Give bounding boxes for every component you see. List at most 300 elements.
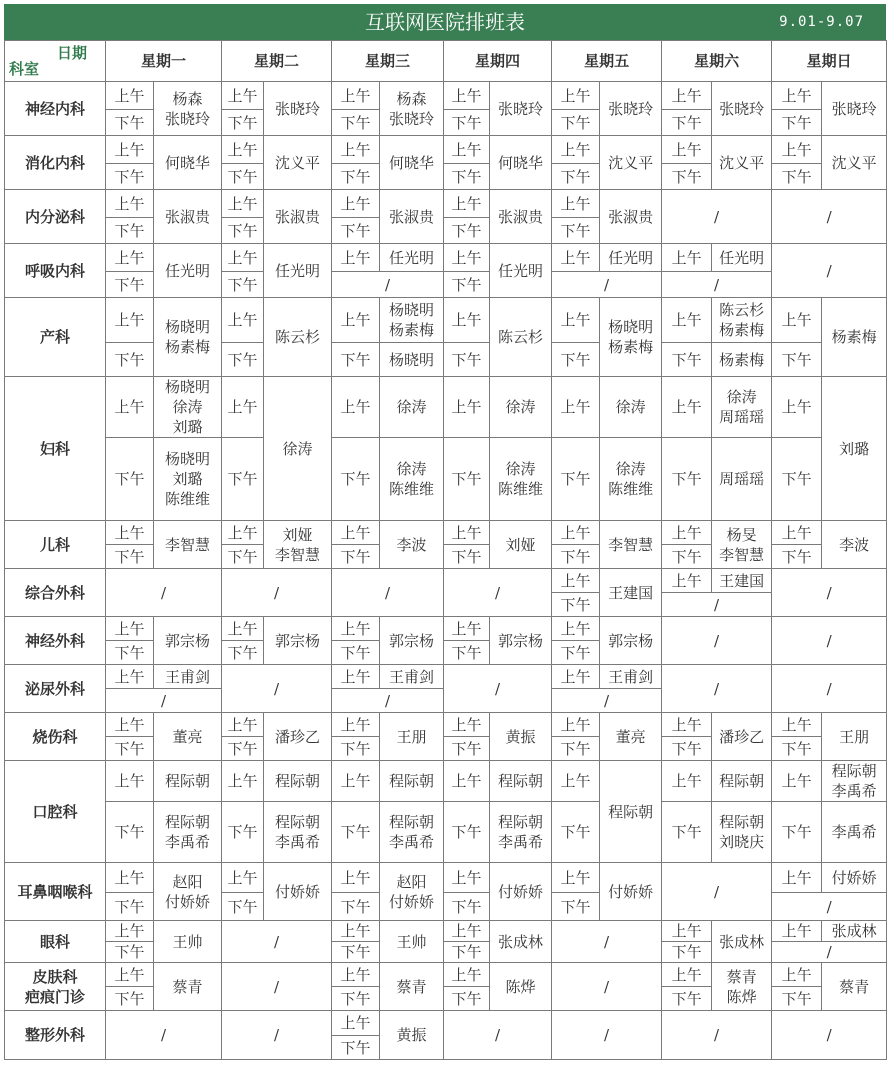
doctor-names: 郭宗杨 (154, 617, 222, 665)
slot-label-pm: 下午 (662, 737, 712, 761)
slot-label-am: 上午 (332, 377, 380, 438)
slot-label-pm: 下午 (444, 987, 490, 1011)
doctor-names: 任光明 (490, 244, 552, 298)
doctor-names-am: 程际朝 (264, 761, 332, 802)
doctor-names-pm: 李禹希 (822, 802, 887, 863)
doctor-names: 蔡青 (380, 963, 444, 1011)
doctor-names-am: 程际朝 (490, 761, 552, 802)
slot-label-pm: 下午 (662, 802, 712, 863)
table-row-am (5, 863, 887, 893)
slot-label-am: 上午 (662, 377, 712, 438)
doctor-names: 张晓玲 (264, 82, 332, 136)
doctor-names: 沈义平 (264, 136, 332, 190)
slot-label-am: 上午 (772, 713, 822, 737)
doctor-names-am: 程际朝 (154, 761, 222, 802)
slot-label-am: 上午 (772, 921, 822, 942)
department-name: 耳鼻咽喉科 (5, 863, 106, 921)
slot-label-pm: 下午 (332, 802, 380, 863)
slot-label-pm: 下午 (552, 545, 600, 569)
doctor-names: 李波 (380, 521, 444, 569)
doctor-names: 杨森 张晓玲 (154, 82, 222, 136)
department-name: 内分泌科 (5, 190, 106, 244)
department-name: 综合外科 (5, 569, 106, 617)
no-schedule: / (106, 569, 222, 617)
slot-label-am: 上午 (222, 82, 264, 110)
slot-label-am: 上午 (444, 863, 490, 893)
doctor-names: 郭宗杨 (264, 617, 332, 665)
slot-label-am: 上午 (106, 713, 154, 737)
doctor-names: 付娇娇 (490, 863, 552, 921)
slot-label-am: 上午 (222, 521, 264, 545)
slot-label-pm: 下午 (444, 893, 490, 921)
doctor-names: 王朋 (822, 713, 887, 761)
table-row-am (5, 761, 887, 802)
doctor-names: 杨晓明 杨素梅 (600, 298, 662, 377)
table-row-am (5, 617, 887, 641)
doctor-names-am: 程际朝 李禹希 (822, 761, 887, 802)
slot-label-am: 上午 (106, 761, 154, 802)
doctor-names: 张晓玲 (712, 82, 772, 136)
slot-label-pm: 下午 (662, 343, 712, 377)
slot-label-pm: 下午 (552, 802, 600, 863)
doctor-names: 杨晓明 杨素梅 (154, 298, 222, 377)
table-row-am (5, 713, 887, 737)
doctor-names-am: 任光明 (600, 244, 662, 272)
doctor-names-am: 徐涛 周瑶瑶 (712, 377, 772, 438)
doctor-names: 张淑贵 (600, 190, 662, 244)
slot-label-pm: 下午 (222, 343, 264, 377)
table-row-am (5, 569, 887, 593)
table-row-pm (5, 438, 887, 521)
slot-label-pm: 下午 (222, 218, 264, 244)
slot-label-am: 上午 (106, 921, 154, 942)
slot-label-am: 上午 (662, 521, 712, 545)
slot-label-pm: 下午 (106, 737, 154, 761)
slot-label-pm: 下午 (444, 110, 490, 136)
slot-label-am: 上午 (552, 863, 600, 893)
doctor-names-pm: 杨晓明 (380, 343, 444, 377)
slot-label-am: 上午 (332, 921, 380, 942)
doctor-names: 张成林 (712, 921, 772, 963)
doctor-names: 沈义平 (600, 136, 662, 190)
table-row-am (5, 665, 887, 689)
slot-label-pm: 下午 (662, 110, 712, 136)
slot-label-am: 上午 (222, 190, 264, 218)
slot-label-am: 上午 (552, 569, 600, 593)
slot-label-am: 上午 (662, 569, 712, 593)
doctor-names-am: 王建国 (712, 569, 772, 593)
slot-label-am: 上午 (332, 244, 380, 272)
doctor-names: 何晓华 (490, 136, 552, 190)
no-schedule: / (772, 569, 887, 617)
slot-label-pm: 下午 (444, 343, 490, 377)
slot-label-am: 上午 (106, 298, 154, 343)
slot-label-pm: 下午 (106, 942, 154, 963)
slot-label-am: 上午 (332, 521, 380, 545)
doctor-names-pm: 杨素梅 (712, 343, 772, 377)
doctor-names: 黄振 (380, 1011, 444, 1060)
doctor-names: 付娇娇 (264, 863, 332, 921)
table-row-am (5, 136, 887, 164)
slot-label-am: 上午 (552, 377, 600, 438)
slot-label-am: 上午 (772, 761, 822, 802)
no-schedule: / (662, 665, 772, 713)
slot-label-pm: 下午 (662, 545, 712, 569)
no-schedule-pm: / (662, 593, 772, 617)
slot-label-pm: 下午 (106, 802, 154, 863)
title-bar (4, 4, 886, 40)
header-row (5, 41, 887, 82)
table-row-am (5, 921, 887, 942)
no-schedule: / (772, 665, 887, 713)
slot-label-pm: 下午 (552, 737, 600, 761)
no-schedule: / (222, 963, 332, 1011)
slot-label-pm: 下午 (106, 545, 154, 569)
slot-label-am: 上午 (772, 521, 822, 545)
slot-label-am: 上午 (662, 244, 712, 272)
no-schedule: / (772, 244, 887, 298)
slot-label-am: 上午 (332, 665, 380, 689)
doctor-names-am: 程际朝 (380, 761, 444, 802)
slot-label-pm: 下午 (772, 987, 822, 1011)
slot-label-pm: 下午 (332, 545, 380, 569)
doctor-names: 沈义平 (822, 136, 887, 190)
doctor-names-pm: 徐涛 陈维维 (380, 438, 444, 521)
doctor-names: 蔡青 陈烨 (712, 963, 772, 1011)
slot-label-am: 上午 (332, 298, 380, 343)
page-title: 互联网医院排班表 (365, 10, 525, 34)
slot-label-am: 上午 (332, 1011, 380, 1036)
slot-label-pm: 下午 (444, 164, 490, 190)
slot-label-am: 上午 (444, 190, 490, 218)
doctor-names: 张淑贵 (154, 190, 222, 244)
slot-label-am: 上午 (552, 82, 600, 110)
table-row-pm (5, 802, 887, 863)
doctor-names: 张淑贵 (264, 190, 332, 244)
doctor-names-am: 程际朝 (712, 761, 772, 802)
slot-label-pm: 下午 (332, 110, 380, 136)
no-schedule: / (772, 617, 887, 665)
slot-label-am: 上午 (772, 863, 822, 893)
slot-label-pm: 下午 (106, 110, 154, 136)
department-name: 呼吸内科 (5, 244, 106, 298)
department-name: 神经内科 (5, 82, 106, 136)
table-row-am (5, 377, 887, 438)
doctor-names: 张淑贵 (380, 190, 444, 244)
slot-label-am: 上午 (444, 617, 490, 641)
no-schedule-pm: / (332, 272, 444, 298)
slot-label-pm: 下午 (444, 802, 490, 863)
schedule-table (4, 40, 887, 1060)
no-schedule: / (222, 569, 332, 617)
doctor-names: 董亮 (600, 713, 662, 761)
doctor-names: 王帅 (380, 921, 444, 963)
slot-label-am: 上午 (772, 82, 822, 110)
date-range: 9.01-9.07 (779, 14, 864, 30)
slot-label-pm: 下午 (332, 641, 380, 665)
doctor-names-pm: 程际朝 李禹希 (264, 802, 332, 863)
slot-label-am: 上午 (662, 761, 712, 802)
doctor-names: 陈云杉 (264, 298, 332, 377)
table-row-am (5, 298, 887, 343)
slot-label-pm: 下午 (222, 110, 264, 136)
slot-label-pm: 下午 (106, 218, 154, 244)
slot-label-am: 上午 (444, 82, 490, 110)
doctor-names: 杨旻 李智慧 (712, 521, 772, 569)
slot-label-am: 上午 (332, 190, 380, 218)
doctor-names: 任光明 (264, 244, 332, 298)
doctor-names-am: 王甫剑 (600, 665, 662, 689)
slot-label-am: 上午 (444, 761, 490, 802)
day-header: 星期一 (106, 41, 222, 82)
slot-label-pm: 下午 (772, 110, 822, 136)
slot-label-am: 上午 (332, 82, 380, 110)
slot-label-pm: 下午 (332, 218, 380, 244)
no-schedule: / (552, 921, 662, 963)
slot-label-pm: 下午 (552, 438, 600, 521)
slot-label-pm: 下午 (222, 893, 264, 921)
slot-label-am: 上午 (106, 377, 154, 438)
department-name: 神经外科 (5, 617, 106, 665)
slot-label-pm: 下午 (662, 987, 712, 1011)
slot-label-am: 上午 (552, 617, 600, 641)
no-schedule: / (444, 569, 552, 617)
doctor-names-pm: 程际朝 李禹希 (490, 802, 552, 863)
slot-label-pm: 下午 (106, 272, 154, 298)
slot-label-pm: 下午 (444, 218, 490, 244)
slot-label-am: 上午 (552, 761, 600, 802)
doctor-names-pm: 徐涛 陈维维 (490, 438, 552, 521)
doctor-names-am: 杨晓明 杨素梅 (380, 298, 444, 343)
slot-label-pm: 下午 (332, 343, 380, 377)
doctor-names-am: 王甫剑 (380, 665, 444, 689)
doctor-names-am: 付娇娇 (822, 863, 887, 893)
slot-label-am: 上午 (106, 617, 154, 641)
slot-label-pm: 下午 (772, 737, 822, 761)
no-schedule: / (444, 1011, 552, 1060)
dept-axis-label: 科室 (9, 60, 40, 78)
department-name: 产科 (5, 298, 106, 377)
slot-label-pm: 下午 (444, 438, 490, 521)
doctor-names: 张晓玲 (600, 82, 662, 136)
slot-label-am: 上午 (444, 136, 490, 164)
slot-label-am: 上午 (444, 298, 490, 343)
doctor-names: 刘璐 (822, 377, 887, 521)
doctor-names-am: 张成林 (822, 921, 887, 942)
no-schedule: / (772, 1011, 887, 1060)
slot-label-am: 上午 (552, 190, 600, 218)
doctor-names: 付娇娇 (600, 863, 662, 921)
doctor-names: 蔡青 (822, 963, 887, 1011)
doctor-names: 郭宗杨 (600, 617, 662, 665)
doctor-names: 蔡青 (154, 963, 222, 1011)
doctor-names-pm: 程际朝 李禹希 (380, 802, 444, 863)
slot-label-am: 上午 (332, 713, 380, 737)
doctor-names: 张晓玲 (490, 82, 552, 136)
no-schedule-pm: / (332, 689, 444, 713)
slot-label-am: 上午 (106, 665, 154, 689)
slot-label-pm: 下午 (444, 641, 490, 665)
slot-label-pm: 下午 (332, 438, 380, 521)
doctor-names: 王帅 (154, 921, 222, 963)
slot-label-pm: 下午 (332, 164, 380, 190)
department-name: 整形外科 (5, 1011, 106, 1060)
slot-label-am: 上午 (662, 963, 712, 987)
slot-label-am: 上午 (222, 863, 264, 893)
slot-label-am: 上午 (222, 617, 264, 641)
doctor-names-pm: 程际朝 刘晓庆 (712, 802, 772, 863)
slot-label-pm: 下午 (444, 272, 490, 298)
doctor-names: 赵阳 付娇娇 (154, 863, 222, 921)
slot-label-pm: 下午 (106, 438, 154, 521)
department-name: 皮肤科 疤痕门诊 (5, 963, 106, 1011)
day-header: 星期日 (772, 41, 887, 82)
doctor-names: 赵阳 付娇娇 (380, 863, 444, 921)
schedule-body (5, 82, 887, 1060)
slot-label-am: 上午 (662, 136, 712, 164)
doctor-names: 陈云杉 (490, 298, 552, 377)
slot-label-am: 上午 (552, 136, 600, 164)
doctor-names-am: 徐涛 (600, 377, 662, 438)
slot-label-am: 上午 (662, 82, 712, 110)
slot-label-pm: 下午 (332, 737, 380, 761)
slot-label-pm: 下午 (222, 802, 264, 863)
slot-label-pm: 下午 (332, 942, 380, 963)
slot-label-pm: 下午 (332, 893, 380, 921)
no-schedule: / (332, 569, 444, 617)
slot-label-pm: 下午 (772, 164, 822, 190)
slot-label-pm: 下午 (552, 343, 600, 377)
department-name: 妇科 (5, 377, 106, 521)
slot-label-pm: 下午 (772, 343, 822, 377)
slot-label-pm: 下午 (332, 987, 380, 1011)
slot-label-pm: 下午 (552, 593, 600, 617)
slot-label-am: 上午 (332, 617, 380, 641)
slot-label-am: 上午 (444, 521, 490, 545)
slot-label-am: 上午 (662, 921, 712, 942)
doctor-names-pm: 周瑶瑶 (712, 438, 772, 521)
table-row-pm (5, 272, 887, 298)
slot-label-pm: 下午 (662, 164, 712, 190)
slot-label-am: 上午 (552, 244, 600, 272)
doctor-names-am: 陈云杉 杨素梅 (712, 298, 772, 343)
slot-label-pm: 下午 (222, 737, 264, 761)
doctor-names: 刘娅 (490, 521, 552, 569)
no-schedule-pm: / (552, 689, 662, 713)
slot-label-pm: 下午 (772, 545, 822, 569)
slot-label-am: 上午 (106, 136, 154, 164)
doctor-names-am: 杨晓明 徐涛 刘璐 (154, 377, 222, 438)
table-row-am (5, 190, 887, 218)
slot-label-am: 上午 (222, 136, 264, 164)
doctor-names: 沈义平 (712, 136, 772, 190)
no-schedule: / (772, 190, 887, 244)
doctor-names-am: 徐涛 (490, 377, 552, 438)
no-schedule: / (552, 963, 662, 1011)
slot-label-pm: 下午 (106, 164, 154, 190)
doctor-names: 徐涛 (264, 377, 332, 521)
slot-label-pm: 下午 (332, 1036, 380, 1060)
slot-label-am: 上午 (444, 244, 490, 272)
slot-label-am: 上午 (106, 963, 154, 987)
slot-label-am: 上午 (444, 713, 490, 737)
doctor-names: 陈烨 (490, 963, 552, 1011)
no-schedule-pm: / (772, 893, 887, 921)
slot-label-am: 上午 (552, 521, 600, 545)
slot-label-pm: 下午 (662, 942, 712, 963)
day-header: 星期六 (662, 41, 772, 82)
slot-label-pm: 下午 (552, 218, 600, 244)
doctor-names: 张晓玲 (822, 82, 887, 136)
slot-label-am: 上午 (222, 244, 264, 272)
no-schedule-pm: / (552, 272, 662, 298)
slot-label-pm: 下午 (222, 545, 264, 569)
doctor-names-am: 王甫剑 (154, 665, 222, 689)
department-name: 儿科 (5, 521, 106, 569)
department-name: 烧伤科 (5, 713, 106, 761)
doctor-names-pm: 徐涛 陈维维 (600, 438, 662, 521)
doctor-names: 郭宗杨 (380, 617, 444, 665)
table-row-pm (5, 343, 887, 377)
table-row-am (5, 244, 887, 272)
slot-label-pm: 下午 (552, 641, 600, 665)
slot-label-am: 上午 (332, 761, 380, 802)
slot-label-pm: 下午 (444, 545, 490, 569)
slot-label-am: 上午 (332, 863, 380, 893)
slot-label-pm: 下午 (106, 893, 154, 921)
slot-label-pm: 下午 (106, 641, 154, 665)
doctor-names: 王朋 (380, 713, 444, 761)
doctor-names-pm: 程际朝 李禹希 (154, 802, 222, 863)
slot-label-pm: 下午 (662, 438, 712, 521)
table-row-am (5, 521, 887, 545)
slot-label-am: 上午 (662, 713, 712, 737)
no-schedule: / (222, 1011, 332, 1060)
doctor-names: 董亮 (154, 713, 222, 761)
table-row-am (5, 82, 887, 110)
doctor-names: 张成林 (490, 921, 552, 963)
doctor-names: 何晓华 (154, 136, 222, 190)
no-schedule: / (222, 921, 332, 963)
date-axis-label: 日期 (56, 44, 87, 62)
slot-label-pm: 下午 (552, 110, 600, 136)
doctor-names: 杨素梅 (822, 298, 887, 377)
no-schedule: / (662, 617, 772, 665)
slot-label-am: 上午 (222, 298, 264, 343)
slot-label-am: 上午 (772, 136, 822, 164)
no-schedule-pm: / (662, 272, 772, 298)
slot-label-am: 上午 (332, 963, 380, 987)
slot-label-am: 上午 (662, 298, 712, 343)
day-header: 星期五 (552, 41, 662, 82)
table-row-am (5, 963, 887, 987)
slot-label-am: 上午 (444, 377, 490, 438)
no-schedule: / (444, 665, 552, 713)
day-header: 星期三 (332, 41, 444, 82)
slot-label-am: 上午 (222, 713, 264, 737)
doctor-names: 黄振 (490, 713, 552, 761)
doctor-names: 潘珍乙 (712, 713, 772, 761)
no-schedule: / (552, 1011, 662, 1060)
doctor-names-am: 任光明 (380, 244, 444, 272)
doctor-names: 何晓华 (380, 136, 444, 190)
doctor-names-am: 任光明 (712, 244, 772, 272)
slot-label-am: 上午 (552, 713, 600, 737)
slot-label-pm: 下午 (222, 272, 264, 298)
no-schedule: / (222, 665, 332, 713)
slot-label-am: 上午 (772, 377, 822, 438)
doctor-names: 李波 (822, 521, 887, 569)
